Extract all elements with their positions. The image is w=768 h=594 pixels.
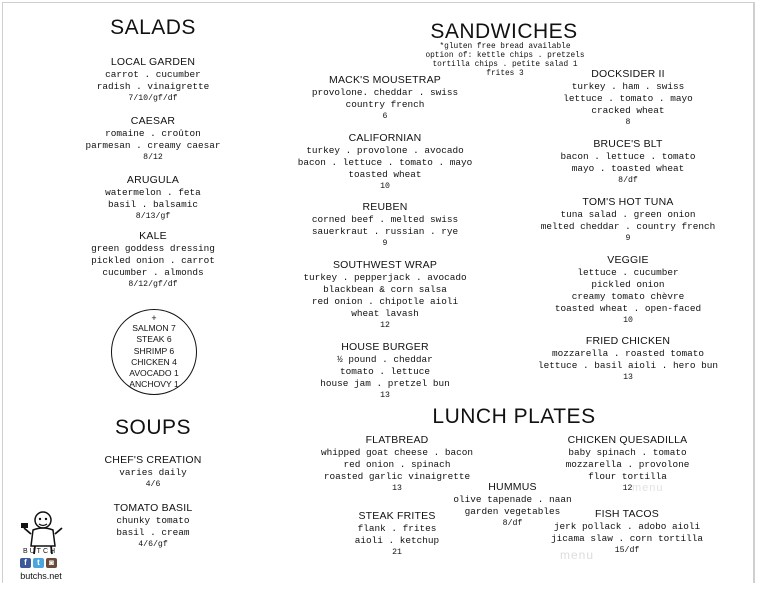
sandwich-item: TOM'S HOT TUNA tuna salad . green onion melted cheddar . country french 9: [518, 196, 738, 245]
item-price: 8/df: [618, 176, 638, 185]
item-price: 8: [625, 118, 631, 127]
sandwich-item: FRIED CHICKEN mozzarella . roasted tomato lettuce . basil aioli . hero bun 13: [518, 335, 738, 384]
item-price: 13: [623, 373, 633, 382]
salads-heading: SALADS: [110, 16, 196, 39]
salad-item: LOCAL GARDEN carrot . cucumber radish . vinaigrette 7/10/gf/df: [58, 56, 248, 105]
item-name: FRIED CHICKEN: [585, 335, 671, 347]
addons-circle: + SALMON 7 STEAK 6 SHRIMP 6 CHICKEN 4 AVOCADO 1 ANCHOVY 1: [111, 309, 197, 395]
item-price: 13: [392, 484, 402, 493]
item-price: 10: [623, 316, 633, 325]
lunch-item: FLATBREAD whipped goat cheese . bacon red onion . spinach roasted garlic vinaigrette 13: [282, 434, 512, 495]
item-price: 8/df: [502, 519, 523, 528]
item-name: SOUTHWEST WRAP: [332, 259, 438, 271]
item-name: FLATBREAD: [365, 434, 429, 446]
item-name: DOCKSIDER II: [591, 68, 665, 80]
addon-item: STEAK 6: [136, 334, 172, 345]
item-name: STEAK FRITES: [358, 510, 436, 522]
instagram-icon[interactable]: ◙: [46, 558, 57, 568]
facebook-icon[interactable]: f: [20, 558, 31, 568]
item-price: 9: [382, 239, 388, 248]
sandwich-item: BRUCE'S BLT bacon . lettuce . tomato mayo . toasted wheat 8/df: [518, 138, 738, 187]
item-price: 8/13/gf: [135, 212, 171, 221]
item-name: MACK'S MOUSETRAP: [329, 74, 441, 86]
sandwich-item: CALIFORNIAN turkey . provolone . avocado bacon . lettuce . tomato . mayo toasted wheat 10: [275, 132, 495, 193]
item-name: ARUGULA: [126, 174, 180, 186]
addon-item: AVOCADO 1: [129, 368, 179, 379]
sandwich-item: SOUTHWEST WRAP turkey . pepperjack . avocado blackbean & corn salsa red onion . chipotle aioli wheat lavash 12: [275, 259, 495, 332]
item-name: VEGGIE: [607, 254, 649, 266]
item-name: FISH TACOS: [594, 508, 660, 520]
sandwich-item: VEGGIE lettuce . cucumber pickled onion creamy tomato chèvre toasted wheat . open-faced 10: [518, 254, 738, 327]
addon-item: SHRIMP 6: [133, 345, 175, 356]
item-name: TOM'S HOT TUNA: [582, 196, 674, 208]
salad-item: ARUGULA watermelon . feta basil . balsamic 8/13/gf: [58, 174, 248, 223]
item-name: CHEF'S CREATION: [104, 454, 202, 466]
brand-name: BUTCH: [22, 548, 58, 555]
sandwich-notes: *gluten free bread available option of: kettle chips . pretzels tortilla chips . petite salad 1 frites 3: [425, 43, 585, 78]
item-price: 4/6: [145, 480, 161, 489]
item-price: 10: [380, 182, 390, 191]
addon-item: ANCHOVY 1: [129, 379, 179, 390]
sandwich-item: REUBEN corned beef . melted swiss sauerkraut . russian . rye 9: [275, 201, 495, 250]
lunch-item: CHICKEN QUESADILLA baby spinach . tomato mozzarella . provolone flour tortilla 12: [520, 434, 735, 495]
item-price: 8/12/gf/df: [128, 280, 178, 289]
sandwich-item: MACK'S MOUSETRAP provolone. cheddar . swiss country french 6: [275, 74, 495, 123]
item-price: 21: [392, 548, 402, 557]
item-price: 7/10/gf/df: [128, 94, 178, 103]
item-price: 4/6/gf: [138, 540, 168, 549]
lunch-item: HUMMUS olive tapenade . naan garden vegetables 8/df: [430, 481, 595, 530]
lunch-item: FISH TACOS jerk pollack . adobo aioli jicama slaw . corn tortilla 15/df: [522, 508, 732, 557]
salad-item: KALE green goddess dressing pickled onion . carrot cucumber . almonds 8/12/gf/df: [58, 230, 248, 291]
watermark: menu: [560, 548, 595, 562]
lunch-plates-heading: LUNCH PLATES: [432, 405, 596, 428]
addon-item: CHICKEN 4: [131, 356, 177, 367]
item-name: KALE: [139, 230, 167, 242]
item-price: 9: [625, 234, 631, 243]
social-links: [20, 558, 57, 568]
soup-item: TOMATO BASIL chunky tomato basil . cream 4/6/gf: [58, 502, 248, 551]
item-name: HOUSE BURGER: [341, 341, 429, 353]
item-name: HUMMUS: [488, 481, 537, 493]
item-price: 12: [622, 484, 633, 493]
item-name: LOCAL GARDEN: [110, 56, 196, 68]
item-name: CHICKEN QUESADILLA: [567, 434, 688, 446]
sandwiches-heading: SANDWICHES: [430, 20, 578, 43]
item-price: 8/12: [143, 153, 163, 162]
item-name: TOMATO BASIL: [113, 502, 193, 514]
lunch-item: STEAK FRITES flank . frites aioli . ketchup 21: [292, 510, 502, 559]
item-price: 15/df: [614, 546, 640, 555]
item-name: CALIFORNIAN: [348, 132, 422, 144]
item-price: 13: [380, 391, 390, 400]
item-price: 6: [382, 112, 388, 121]
soup-item: CHEF'S CREATION varies daily 4/6: [58, 454, 248, 491]
sandwich-item: HOUSE BURGER ½ pound . cheddar tomato . lettuce house jam . pretzel bun 13: [275, 341, 495, 402]
item-name: REUBEN: [362, 201, 408, 213]
item-name: BRUCE'S BLT: [593, 138, 663, 150]
watermark: menu: [632, 482, 664, 494]
salad-item: CAESAR romaine . croûton parmesan . creamy caesar 8/12: [58, 115, 248, 164]
item-name: CAESAR: [130, 115, 176, 127]
twitter-icon[interactable]: t: [33, 558, 44, 568]
addon-item: SALMON 7: [132, 323, 176, 333]
soups-heading: SOUPS: [114, 416, 192, 439]
sandwich-item: DOCKSIDER II turkey . ham . swiss lettuce . tomato . mayo cracked wheat 8: [518, 68, 738, 129]
item-price: 12: [380, 321, 390, 330]
brand-url[interactable]: butchs.net: [20, 571, 62, 581]
